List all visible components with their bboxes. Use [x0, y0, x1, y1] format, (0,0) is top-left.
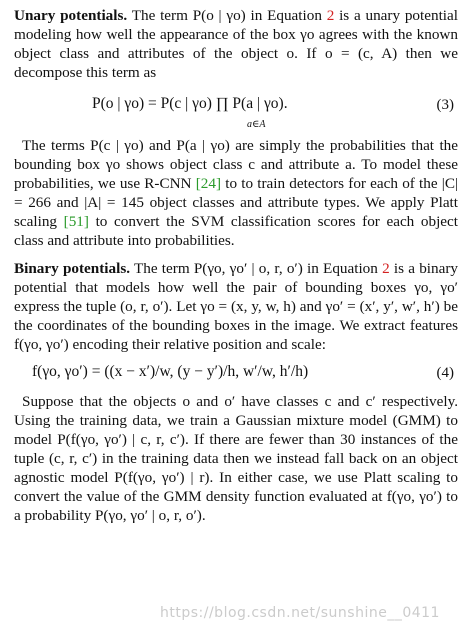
gmm-text: Suppose that the objects o and o′ have classes c and c′ respectively. Using the training data, we train a Gaussian mixture model (GMM) to model P(f(γo, γo′) | c, r, c′). If there are fewer than 30 instances of the tuple (c, r, c′) in the training data then we instead fall back on an object agnostic model P(f(γo, γo′) | r). In either case, we use Platt scaling to convert the value of the GMM density function evaluated at f(γo, γo′) to a probability P(γo, γo′ | o, r, o′). — [14, 393, 458, 524]
paragraph-gmm — [14, 392, 458, 525]
heading-unary-potentials: Unary potentials. — [14, 7, 128, 24]
equation-4-body: f(γo, γo′) = ((x − x′)/w, (y − y′)/h, w′/w, h′/h) — [32, 363, 309, 380]
paper-page — [14, 6, 458, 525]
unary-terms-text-b: to to train detectors for each of the |C| = 266 and |A| = 145 object classes and attribute types. We apply Platt scaling — [14, 175, 459, 230]
citation-51-link[interactable]: [51] — [63, 213, 89, 230]
citation-24-link[interactable]: [24] — [195, 175, 222, 192]
paragraph-unary-potentials — [14, 6, 458, 82]
equation-3-number: (3) — [436, 97, 454, 113]
equation-4 — [14, 358, 458, 388]
equation-reference-link[interactable]: 2 — [382, 260, 390, 277]
equation-3-subscript: a∈A — [247, 119, 266, 130]
heading-binary-potentials: Binary potentials. — [14, 260, 131, 277]
unary-terms-text-c: to convert the SVM classification scores for each object class and attribute into probabilities. — [14, 213, 458, 249]
paragraph-unary-terms — [14, 136, 458, 250]
binary-text-b: is a binary potential that models how well the pair of bounding boxes γo, γo′ express the tuple (o, r, o′). Let γo = (x, y, w, h) and γo′ = (x′, y′, w′, h′) be the coordinates of the bounding boxes in the image. We extract features f(γo, γo′) encoding their relative position and scale: — [14, 260, 459, 353]
paragraph-binary-potentials — [14, 259, 458, 354]
unary-terms-text-a: The terms P(c | γo) and P(a | γo) are simply the probabilities that the bounding box γo shows object class c and attribute a. To model these probabilities, we use R-CNN — [14, 137, 458, 192]
watermark-text: https://blog.csdn.net/sunshine__0411 — [160, 605, 440, 621]
unary-text-b: is a unary potential modeling how well the appearance of the box γo agrees with the known object class and attributes of the object o. If o = (c, A) then we decompose this term as — [14, 7, 458, 81]
equation-3 — [14, 86, 458, 130]
binary-text-a: The term P(γo, γo′ | o, r, o′) in Equation — [130, 260, 383, 277]
unary-text-a: The term P(o | γo) in Equation — [127, 7, 327, 24]
equation-3-body: P(o | γo) = P(c | γo) ∏ P(a | γo). — [92, 95, 288, 112]
equation-reference-link[interactable]: 2 — [326, 7, 335, 24]
equation-4-number: (4) — [436, 365, 454, 381]
